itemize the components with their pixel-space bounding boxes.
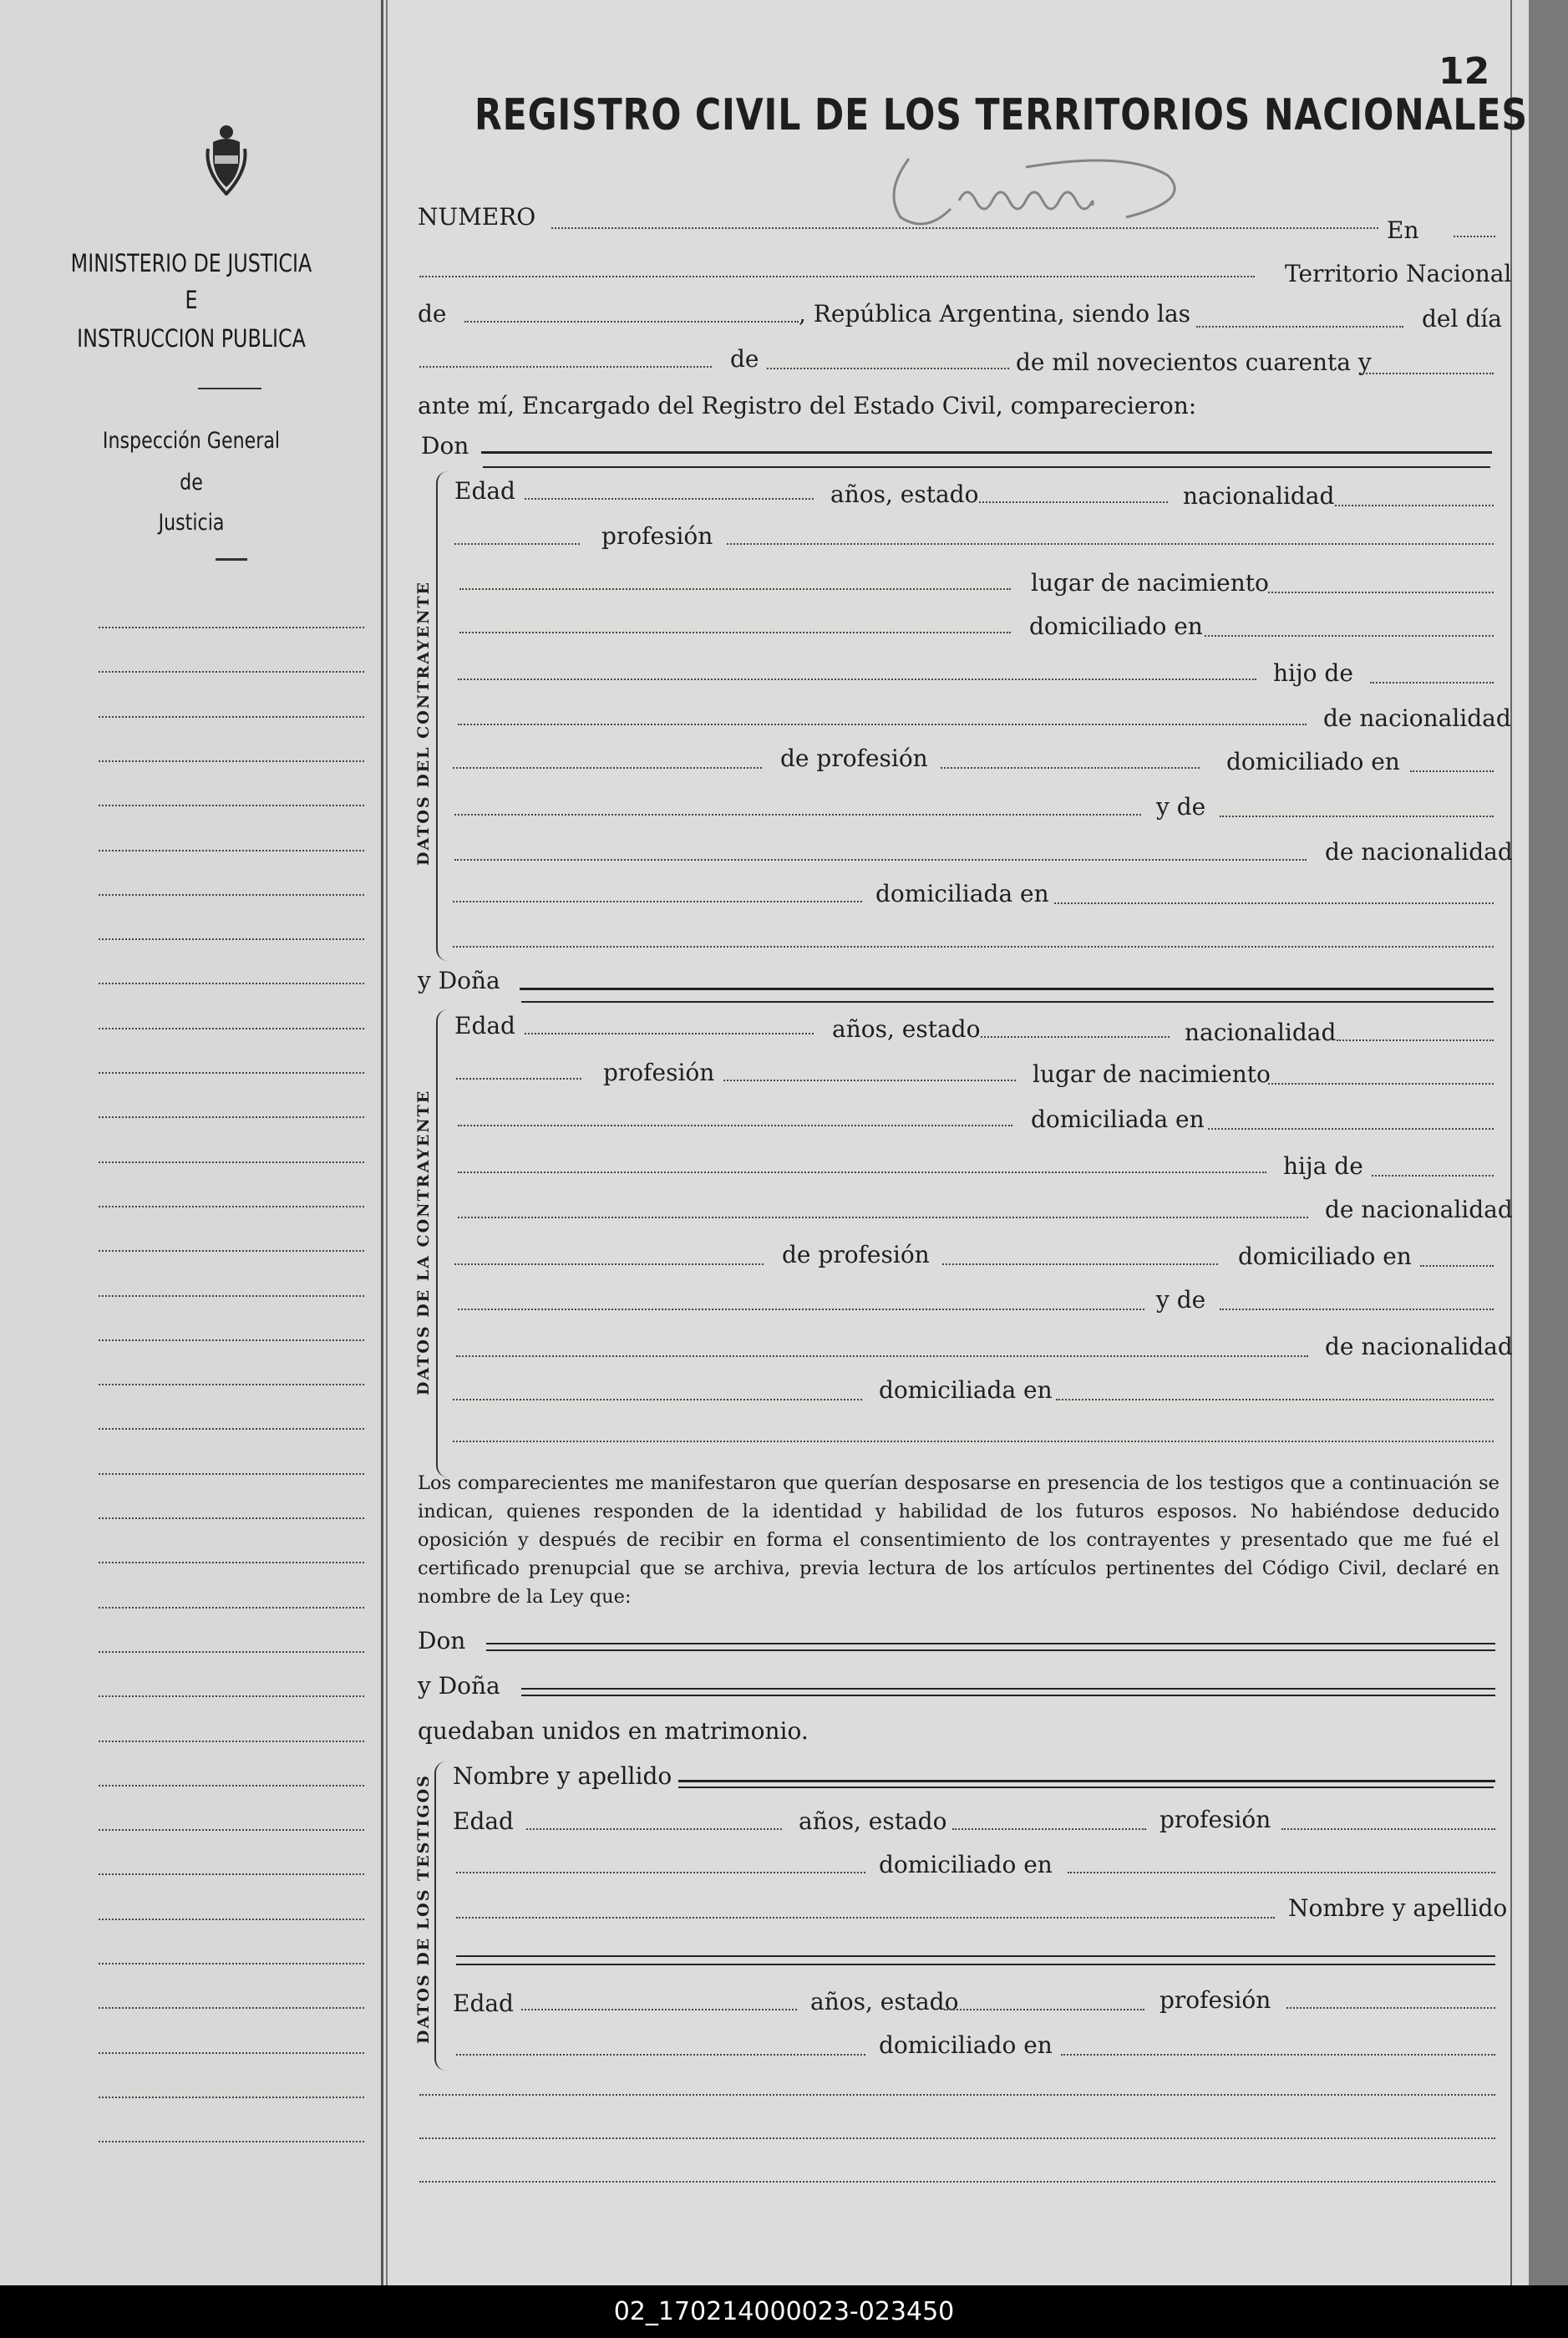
witness-section-label: DATOS DE LOS TESTIGOS — [414, 1774, 433, 2044]
margin-note-line[interactable] — [99, 1384, 364, 1385]
groom-padre-prof-field[interactable] — [941, 767, 1200, 769]
margin-note-line[interactable] — [99, 1295, 364, 1297]
groom-padre-dom-cont-field[interactable] — [454, 814, 1141, 816]
groom-padre-dom-label: domiciliado en — [1226, 748, 1400, 775]
margin-note-line[interactable] — [99, 2097, 364, 2098]
witness1-estado-field[interactable] — [952, 1828, 1146, 1830]
bride-lugar-cont-field[interactable] — [458, 1125, 1012, 1126]
ministry-line3: INSTRUCCION PUBLICA — [77, 324, 306, 353]
groom-madre-nac-label: de nacionalidad — [1325, 838, 1513, 866]
margin-note-line[interactable] — [99, 2052, 364, 2054]
bride-profesion-field[interactable] — [723, 1080, 1016, 1081]
bride-domiciliada-label: domiciliada en — [1031, 1105, 1205, 1133]
de2-label: de — [730, 345, 759, 373]
ministry-line2: E — [185, 286, 198, 314]
bride-estado-label: años, estado — [832, 1015, 981, 1043]
column-border — [381, 0, 383, 2285]
groom-madre-cont-field[interactable] — [454, 859, 1307, 861]
bride-madre-field[interactable] — [1220, 1309, 1494, 1310]
margin-note-line[interactable] — [99, 1562, 364, 1563]
republica-label: , República Argentina, siendo las — [799, 300, 1191, 328]
bride-madre-nac-field[interactable] — [453, 1399, 862, 1400]
inspection-line2: de — [180, 470, 203, 496]
decl-dona-field[interactable] — [521, 1688, 1495, 1690]
witness1-nombre-label: Nombre y apellido — [453, 1762, 672, 1790]
margin-note-line[interactable] — [99, 1607, 364, 1609]
margin-note-line[interactable] — [99, 1517, 364, 1519]
page-number: 12 — [1439, 50, 1490, 93]
numero-field[interactable] — [551, 227, 1378, 229]
right-border — [1510, 0, 1512, 2285]
margin-note-line[interactable] — [99, 1116, 364, 1118]
margin-note-line[interactable] — [99, 1741, 364, 1742]
margin-note-line[interactable] — [99, 1651, 364, 1653]
margin-note-line[interactable] — [99, 1473, 364, 1475]
margin-divider — [198, 388, 261, 389]
groom-nacionalidad-field[interactable] — [1335, 505, 1494, 506]
territorio-label: Territorio Nacional — [1285, 260, 1512, 287]
witness1-estado-label: años, estado — [799, 1807, 947, 1835]
unidos-text: quedaban unidos en matrimonio. — [418, 1717, 809, 1745]
bride-nacionalidad-label: nacionalidad — [1185, 1019, 1337, 1046]
witness1-dom-cont-field[interactable] — [456, 1917, 1275, 1919]
bride-domiciliada-field[interactable] — [1208, 1128, 1494, 1130]
extra-line-1[interactable] — [419, 2094, 1495, 2096]
groom-lugar-field[interactable] — [1268, 592, 1494, 593]
margin-note-line[interactable] — [99, 1428, 364, 1430]
witness2-nombre-label: Nombre y apellido — [1288, 1894, 1508, 1922]
witness2-nombre-field[interactable] — [456, 1955, 1495, 1957]
bride-edad-label: Edad — [454, 1012, 515, 1039]
column-border-inner — [386, 0, 388, 2285]
witness1-nombre-field[interactable] — [678, 1780, 1495, 1782]
groom-prof-cont-field[interactable] — [459, 588, 1011, 590]
margin-note-line[interactable] — [99, 938, 364, 940]
witness2-edad-label: Edad — [453, 1990, 514, 2017]
groom-padre-field[interactable] — [458, 724, 1307, 725]
groom-lugar-cont-field[interactable] — [459, 632, 1011, 633]
groom-madre-nac-field[interactable] — [453, 901, 862, 902]
margin-note-line[interactable] — [99, 1072, 364, 1074]
de-field[interactable] — [464, 321, 799, 323]
margin-note-line[interactable] — [99, 1206, 364, 1207]
margin-note-line[interactable] — [99, 850, 364, 851]
decl-don-underline — [486, 1649, 1495, 1651]
bride-madre-cont-field[interactable] — [456, 1355, 1308, 1357]
margin-note-line[interactable] — [99, 805, 364, 806]
groom-domiciliado-label: domiciliado en — [1029, 612, 1203, 640]
witness1-profesion-label: profesión — [1160, 1806, 1271, 1833]
bride-y-de-label: y de — [1156, 1286, 1206, 1314]
margin-note-line[interactable] — [99, 1339, 364, 1341]
margin-note-line[interactable] — [99, 983, 364, 984]
margin-note-line[interactable] — [99, 2007, 364, 2009]
bride-madre-nac-label: de nacionalidad — [1325, 1333, 1513, 1360]
groom-name-underline — [483, 466, 1490, 468]
bride-lugar-label: lugar de nacimiento — [1033, 1060, 1271, 1088]
witness2-profesion-field[interactable] — [1286, 2007, 1495, 2009]
margin-note-line[interactable] — [99, 716, 364, 718]
bride-estado-field[interactable] — [981, 1036, 1170, 1038]
bride-section-label: DATOS DE LA CONTRAYENTE — [414, 1089, 433, 1395]
en-label: En — [1387, 216, 1419, 244]
page-edge — [1529, 0, 1568, 2285]
document-title: REGISTRO CIVIL DE LOS TERRITORIOS NACIONALES — [474, 90, 1528, 140]
bride-edad-field[interactable] — [525, 1033, 814, 1034]
margin-note-line[interactable] — [99, 2141, 364, 2142]
bride-padre-nac-field[interactable] — [454, 1263, 764, 1265]
witness2-domiciliado-label: domiciliado en — [879, 2031, 1053, 2059]
bride-padre-nac-label: de nacionalidad — [1325, 1196, 1513, 1223]
margin-note-line[interactable] — [99, 1919, 364, 1920]
extra-line-3[interactable] — [419, 2181, 1495, 2183]
bride-name-field[interactable] — [520, 988, 1494, 990]
groom-nacionalidad-label: nacionalidad — [1183, 482, 1335, 510]
groom-madre-field[interactable] — [1220, 816, 1494, 817]
witness2-domiciliado-field[interactable] — [1061, 2054, 1495, 2056]
del-dia-label: del día — [1422, 305, 1502, 333]
witness1-edad-field[interactable] — [526, 1828, 782, 1830]
groom-edad-field[interactable] — [525, 498, 814, 500]
bride-nac-cont-field[interactable] — [456, 1078, 581, 1080]
decl-don-field[interactable] — [486, 1643, 1495, 1644]
mil-label: de mil novecientos cuarenta y — [1016, 348, 1372, 376]
en-field[interactable] — [1454, 236, 1495, 237]
groom-domiciliado-field[interactable] — [1205, 635, 1494, 637]
margin-note-line[interactable] — [99, 1250, 364, 1252]
footer-code: 02_170214000023-023450 — [613, 2297, 955, 2326]
groom-don-label: Don — [421, 432, 469, 460]
margin-divider-short — [216, 558, 247, 561]
witness-bracket — [434, 1761, 449, 2071]
dia-field[interactable] — [419, 366, 712, 368]
bride-hija-label: hija de — [1283, 1152, 1363, 1180]
groom-nac-cont-field[interactable] — [454, 543, 580, 545]
national-coat-of-arms-icon — [203, 124, 250, 196]
decl-dona-underline — [521, 1695, 1495, 1696]
inspection-line3: Justicia — [158, 510, 225, 536]
margin-note-line[interactable] — [99, 760, 364, 762]
witness2-prof-cont-field[interactable] — [456, 2054, 865, 2056]
declaration-paragraph: Los comparecientes me manifestaron que querían desposarse en presencia de los testigos que a continuación se indican, quienes responden de la identidad y habilidad de los futuros esposos. No habiéndose deducido oposición y después de recibir en forma el consentimiento de los contrayentes y presentado que me fué el certificado prenupcial que se archiva, previa lectura de los artículos pertinentes del Código Civil, declaré en nombre de la Ley que: — [418, 1472, 1499, 1608]
left-margin — [0, 0, 383, 2285]
witness2-profesion-label: profesión — [1160, 1986, 1271, 2014]
groom-name-field[interactable] — [481, 451, 1492, 454]
margin-note-line[interactable] — [99, 1963, 364, 1964]
decl-dona-label: y Doña — [418, 1672, 500, 1700]
bride-madre-dom-field[interactable] — [1056, 1399, 1494, 1400]
bride-bracket — [436, 1009, 451, 1477]
margin-note-line[interactable] — [99, 894, 364, 896]
bride-padre-dom-field[interactable] — [1420, 1265, 1494, 1267]
witness2-estado-label: años, estado — [810, 1988, 959, 2015]
footer-bar — [0, 2285, 1568, 2338]
bride-padre-prof-field[interactable] — [942, 1263, 1218, 1265]
groom-padre-nac-field[interactable] — [453, 767, 762, 769]
de-label: de — [418, 300, 447, 328]
witness1-domiciliado-label: domiciliado en — [879, 1851, 1053, 1878]
bride-padre-dom-cont-field[interactable] — [458, 1309, 1144, 1310]
groom-edad-label: Edad — [454, 477, 515, 505]
margin-note-line[interactable] — [99, 1028, 364, 1029]
bride-nacionalidad-field[interactable] — [1337, 1039, 1494, 1041]
groom-profesion-field[interactable] — [727, 543, 1494, 545]
margin-note-line[interactable] — [99, 1785, 364, 1787]
margin-note-line[interactable] — [99, 1873, 364, 1875]
witness1-domiciliado-field[interactable] — [1068, 1872, 1495, 1873]
inspection-line1: Inspección General — [102, 428, 281, 454]
ante-mi-text: ante mí, Encargado del Registro del Estado Civil, comparecieron: — [418, 392, 1197, 419]
bride-lugar-field[interactable] — [1268, 1083, 1494, 1085]
bride-dom-cont-field[interactable] — [458, 1172, 1266, 1173]
witness1-prof-cont-field[interactable] — [456, 1872, 865, 1873]
groom-hijo-field[interactable] — [1370, 682, 1494, 684]
margin-note-line[interactable] — [99, 671, 364, 673]
bride-padre-prof-label: de profesión — [782, 1241, 930, 1268]
groom-bracket — [436, 471, 451, 961]
groom-profesion-label: profesión — [601, 522, 713, 550]
witness1-edad-label: Edad — [453, 1807, 514, 1835]
groom-hijo-label: hijo de — [1273, 659, 1353, 687]
groom-padre-dom-field[interactable] — [1410, 770, 1494, 772]
groom-y-de-label: y de — [1156, 793, 1206, 821]
decl-don-label: Don — [418, 1627, 466, 1654]
groom-lugar-label: lugar de nacimiento — [1031, 569, 1269, 597]
bride-hija-field[interactable] — [1372, 1175, 1494, 1177]
witness1-profesion-field[interactable] — [1281, 1828, 1495, 1830]
groom-dom-cont-field[interactable] — [458, 679, 1256, 680]
groom-madre-dom-label: domiciliada en — [875, 880, 1049, 907]
bride-padre-field[interactable] — [458, 1217, 1308, 1218]
place-field[interactable] — [419, 276, 1255, 277]
bride-name-underline — [521, 1001, 1494, 1003]
margin-note-line[interactable] — [99, 1695, 364, 1697]
margin-note-line[interactable] — [99, 1829, 364, 1831]
hora-field[interactable] — [1196, 326, 1403, 328]
extra-line-2[interactable] — [419, 2137, 1495, 2139]
groom-madre-dom-cont-field[interactable] — [453, 946, 1494, 948]
witness2-edad-field[interactable] — [521, 2009, 797, 2010]
witness2-estado-field[interactable] — [944, 2009, 1144, 2010]
witness2-nombre-underline — [456, 1964, 1495, 1965]
groom-estado-label: años, estado — [830, 480, 979, 508]
margin-note-line[interactable] — [99, 1161, 364, 1163]
bride-padre-dom-label: domiciliado en — [1238, 1243, 1412, 1270]
anio-field[interactable] — [1360, 373, 1494, 374]
groom-padre-nac-label: de nacionalidad — [1323, 704, 1511, 732]
groom-padre-prof-label: de profesión — [780, 745, 928, 772]
bride-madre-dom-cont-field[interactable] — [453, 1441, 1494, 1442]
groom-section-label: DATOS DEL CONTRAYENTE — [414, 581, 433, 866]
margin-note-line[interactable] — [99, 627, 364, 628]
groom-estado-field[interactable] — [979, 501, 1168, 503]
mes-field[interactable] — [767, 368, 1009, 369]
witness1-nombre-underline — [678, 1787, 1494, 1788]
numero-label: NUMERO — [418, 203, 536, 231]
bride-profesion-label: profesión — [603, 1059, 715, 1086]
bride-dona-label: y Doña — [418, 967, 500, 994]
bride-madre-dom-label: domiciliada en — [879, 1376, 1053, 1404]
groom-madre-dom-field[interactable] — [1054, 902, 1494, 904]
ministry-line1: MINISTERIO DE JUSTICIA — [70, 249, 312, 277]
